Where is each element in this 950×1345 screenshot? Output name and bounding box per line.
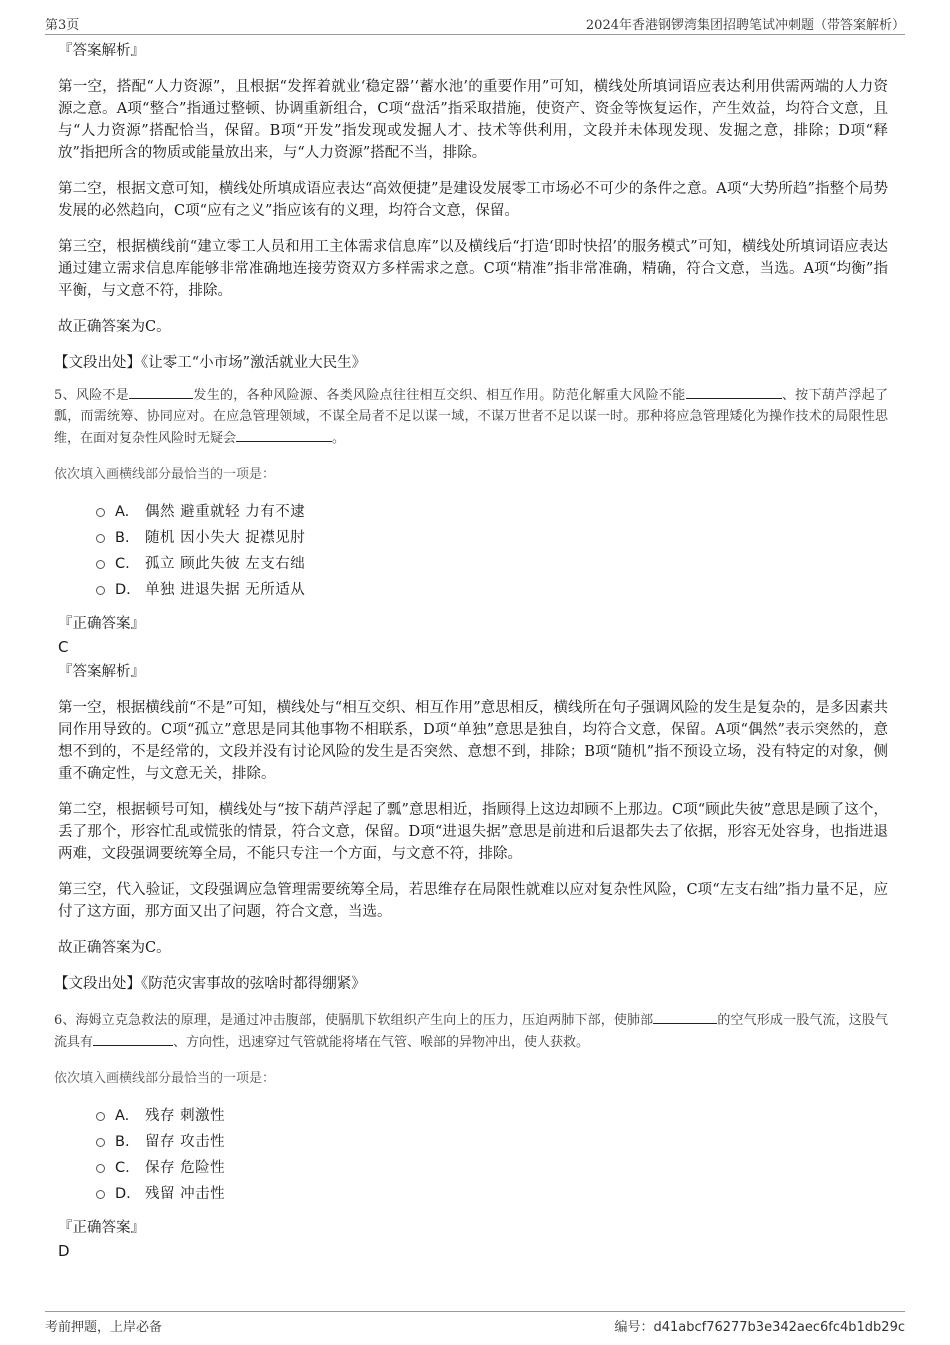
analysis-paragraph: 第一空，根据横线前“不是”可知，横线处与“相互交织、相互作用”意思相反，横线所在句子强调风险的发生是复杂的，是多因素共同作用导致的。C项“孤立”意思是同其他事物不相联系，D项“单独”意思是独自，均符合文意，保留。A项“偶然”表示突然的，意想不到的，不是经常的，文段并没有讨论风险的发生是否突然、意想不到，排除；B项“随机”指不预设立场，没有特定的对象，侧重不确定性，与文意无关，排除。 [58,700,888,782]
footer-slogan: 考前押题，上岸必备 [45,1320,163,1335]
question-5-stem: 5、风险不是 发生的，各种风险源、各类风险点往往相互交织、相互作用。防范化解重大风险不能 、按下葫芦浮起了瓢，而需统筹、协同应对。在应急管理领域，不谋全局者不足以谋一域，不谋万世者不足以谋一时。那种将应急管理矮化为操作技术的局限性思维，在面对复杂性风险时无疑会 。 [54,384,888,449]
q5-options [96,499,888,603]
analysis-conclusion: 故正确答案为C。 [58,319,171,335]
radio-button-icon[interactable] [96,534,105,543]
option-d[interactable]: D. 单独 进退失据 无所适从 [96,577,888,603]
analysis-paragraph: 第三空，代入验证，文段强调应急管理需要统筹全局，若思维存在局限性就难以应对复杂性风险，C项“左支右绌”指力量不足，应付了这方面，那方面又出了问题，符合文意，当选。 [58,882,888,920]
document-title: 2024年香港钢锣湾集团招聘笔试冲刺题（带答案解析） [585,18,905,33]
question-6-stem: 6、海姆立克急救法的原理，是通过冲击腹部，使膈肌下软组织产生向上的压力，压迫两肺下部，使肺部 的空气形成一股气流，这股气流具有 、方向性，迅速穿过气管就能将堵在气管、喉部的异物冲出，使人获救。 [54,1009,888,1053]
radio-button-icon[interactable] [96,508,105,517]
radio-button-icon[interactable] [96,1164,105,1173]
analysis-label: 『答案解析』 [58,43,145,59]
analysis-paragraph: 第二空，根据文意可知，横线处所填成语应表达“高效便捷”是建设发展零工市场必不可少的条件之意。A项“大势所趋”指整个局势发展的必然趋向，C项“应有之义”指应该有的义理，均符合文意，保留。 [58,181,888,219]
option-a[interactable]: A. 残存 刺激性 [96,1103,888,1129]
correct-answer: C [58,638,69,656]
option-b[interactable]: B. 随机 因小失大 捉襟见肘 [96,525,888,551]
fill-blank [93,1031,173,1046]
page-number: 第3页 [45,18,80,33]
analysis-label: 『答案解析』 [58,664,145,680]
radio-button-icon[interactable] [96,1138,105,1147]
question-prompt: 依次填入画横线部分最恰当的一项是： [54,467,276,482]
source-citation: 【文段出处】《让零工“小市场”激活就业大民生》 [54,355,367,371]
source-citation: 【文段出处】《防范灾害事故的弦啥时都得绷紧》 [54,976,366,992]
analysis-paragraph: 第二空，根据顿号可知，横线处与“按下葫芦浮起了瓢”意思相近，指顾得上这边却顾不上那边。C项“顾此失彼”意思是顾了这个，丢了那个，形容忙乱或慌张的情景，符合文意，保留。D项“进退失据”意思是前进和后退都失去了依据，形容无处容身，也指进退两难，文段强调要统筹全局，不能只专注一个方面，与文意不符，排除。 [58,802,888,862]
correct-answer: D [58,1242,70,1260]
option-a[interactable]: A. 偶然 避重就轻 力有不逮 [96,499,888,525]
page-footer [45,1311,905,1334]
option-c[interactable]: C. 保存 危险性 [96,1155,888,1181]
radio-button-icon[interactable] [96,1112,105,1121]
question-number: 5、 [54,388,76,403]
radio-button-icon[interactable] [96,586,105,595]
fill-blank [129,384,193,399]
option-c[interactable]: C. 孤立 顾此失彼 左支右绌 [96,551,888,577]
q6-options [96,1103,888,1207]
radio-button-icon[interactable] [96,560,105,569]
question-prompt: 依次填入画横线部分最恰当的一项是： [54,1071,276,1086]
radio-button-icon[interactable] [96,1190,105,1199]
document-content [54,40,888,1261]
page-header [45,14,905,35]
correct-answer-label: 『正确答案』 [58,616,145,632]
correct-answer-label: 『正确答案』 [58,1220,145,1236]
question-number: 6、 [54,1013,76,1028]
fill-blank [236,427,332,442]
document-code: 编号：d41abcf76277b3e342aec6fc4b1db29c [614,1320,905,1335]
fill-blank [686,384,782,399]
analysis-conclusion: 故正确答案为C。 [58,940,171,956]
fill-blank [653,1009,717,1024]
analysis-paragraph: 第三空，根据横线前“建立零工人员和用工主体需求信息库”以及横线后“打造‘即时快招’的服务模式”可知，横线处所填词语应表达通过建立需求信息库能够非常准确地连接劳资双方多样需求之意。C项“精准”指非常准确，精确，符合文意，当选。A项“均衡”指平衡，与文意不符，排除。 [58,239,888,299]
option-d[interactable]: D. 残留 冲击性 [96,1181,888,1207]
option-b[interactable]: B. 留存 攻击性 [96,1129,888,1155]
analysis-paragraph: 第一空，搭配“人力资源”，且根据“发挥着就业‘稳定器’‘蓄水池’的重要作用”可知，横线处所填词语应表达利用供需两端的人力资源之意。A项“整合”指通过整顿、协调重新组合，C项“盘活”指采取措施，使资产、资金等恢复运作，产生效益，均符合文意，且与“人力资源”搭配恰当，保留。B项“开发”指发现或发掘人才、技术等供利用，文段并未体现发现、发掘之意，排除；D项“释放”指把所含的物质或能量放出来，与“人力资源”搭配不当，排除。 [58,79,888,161]
